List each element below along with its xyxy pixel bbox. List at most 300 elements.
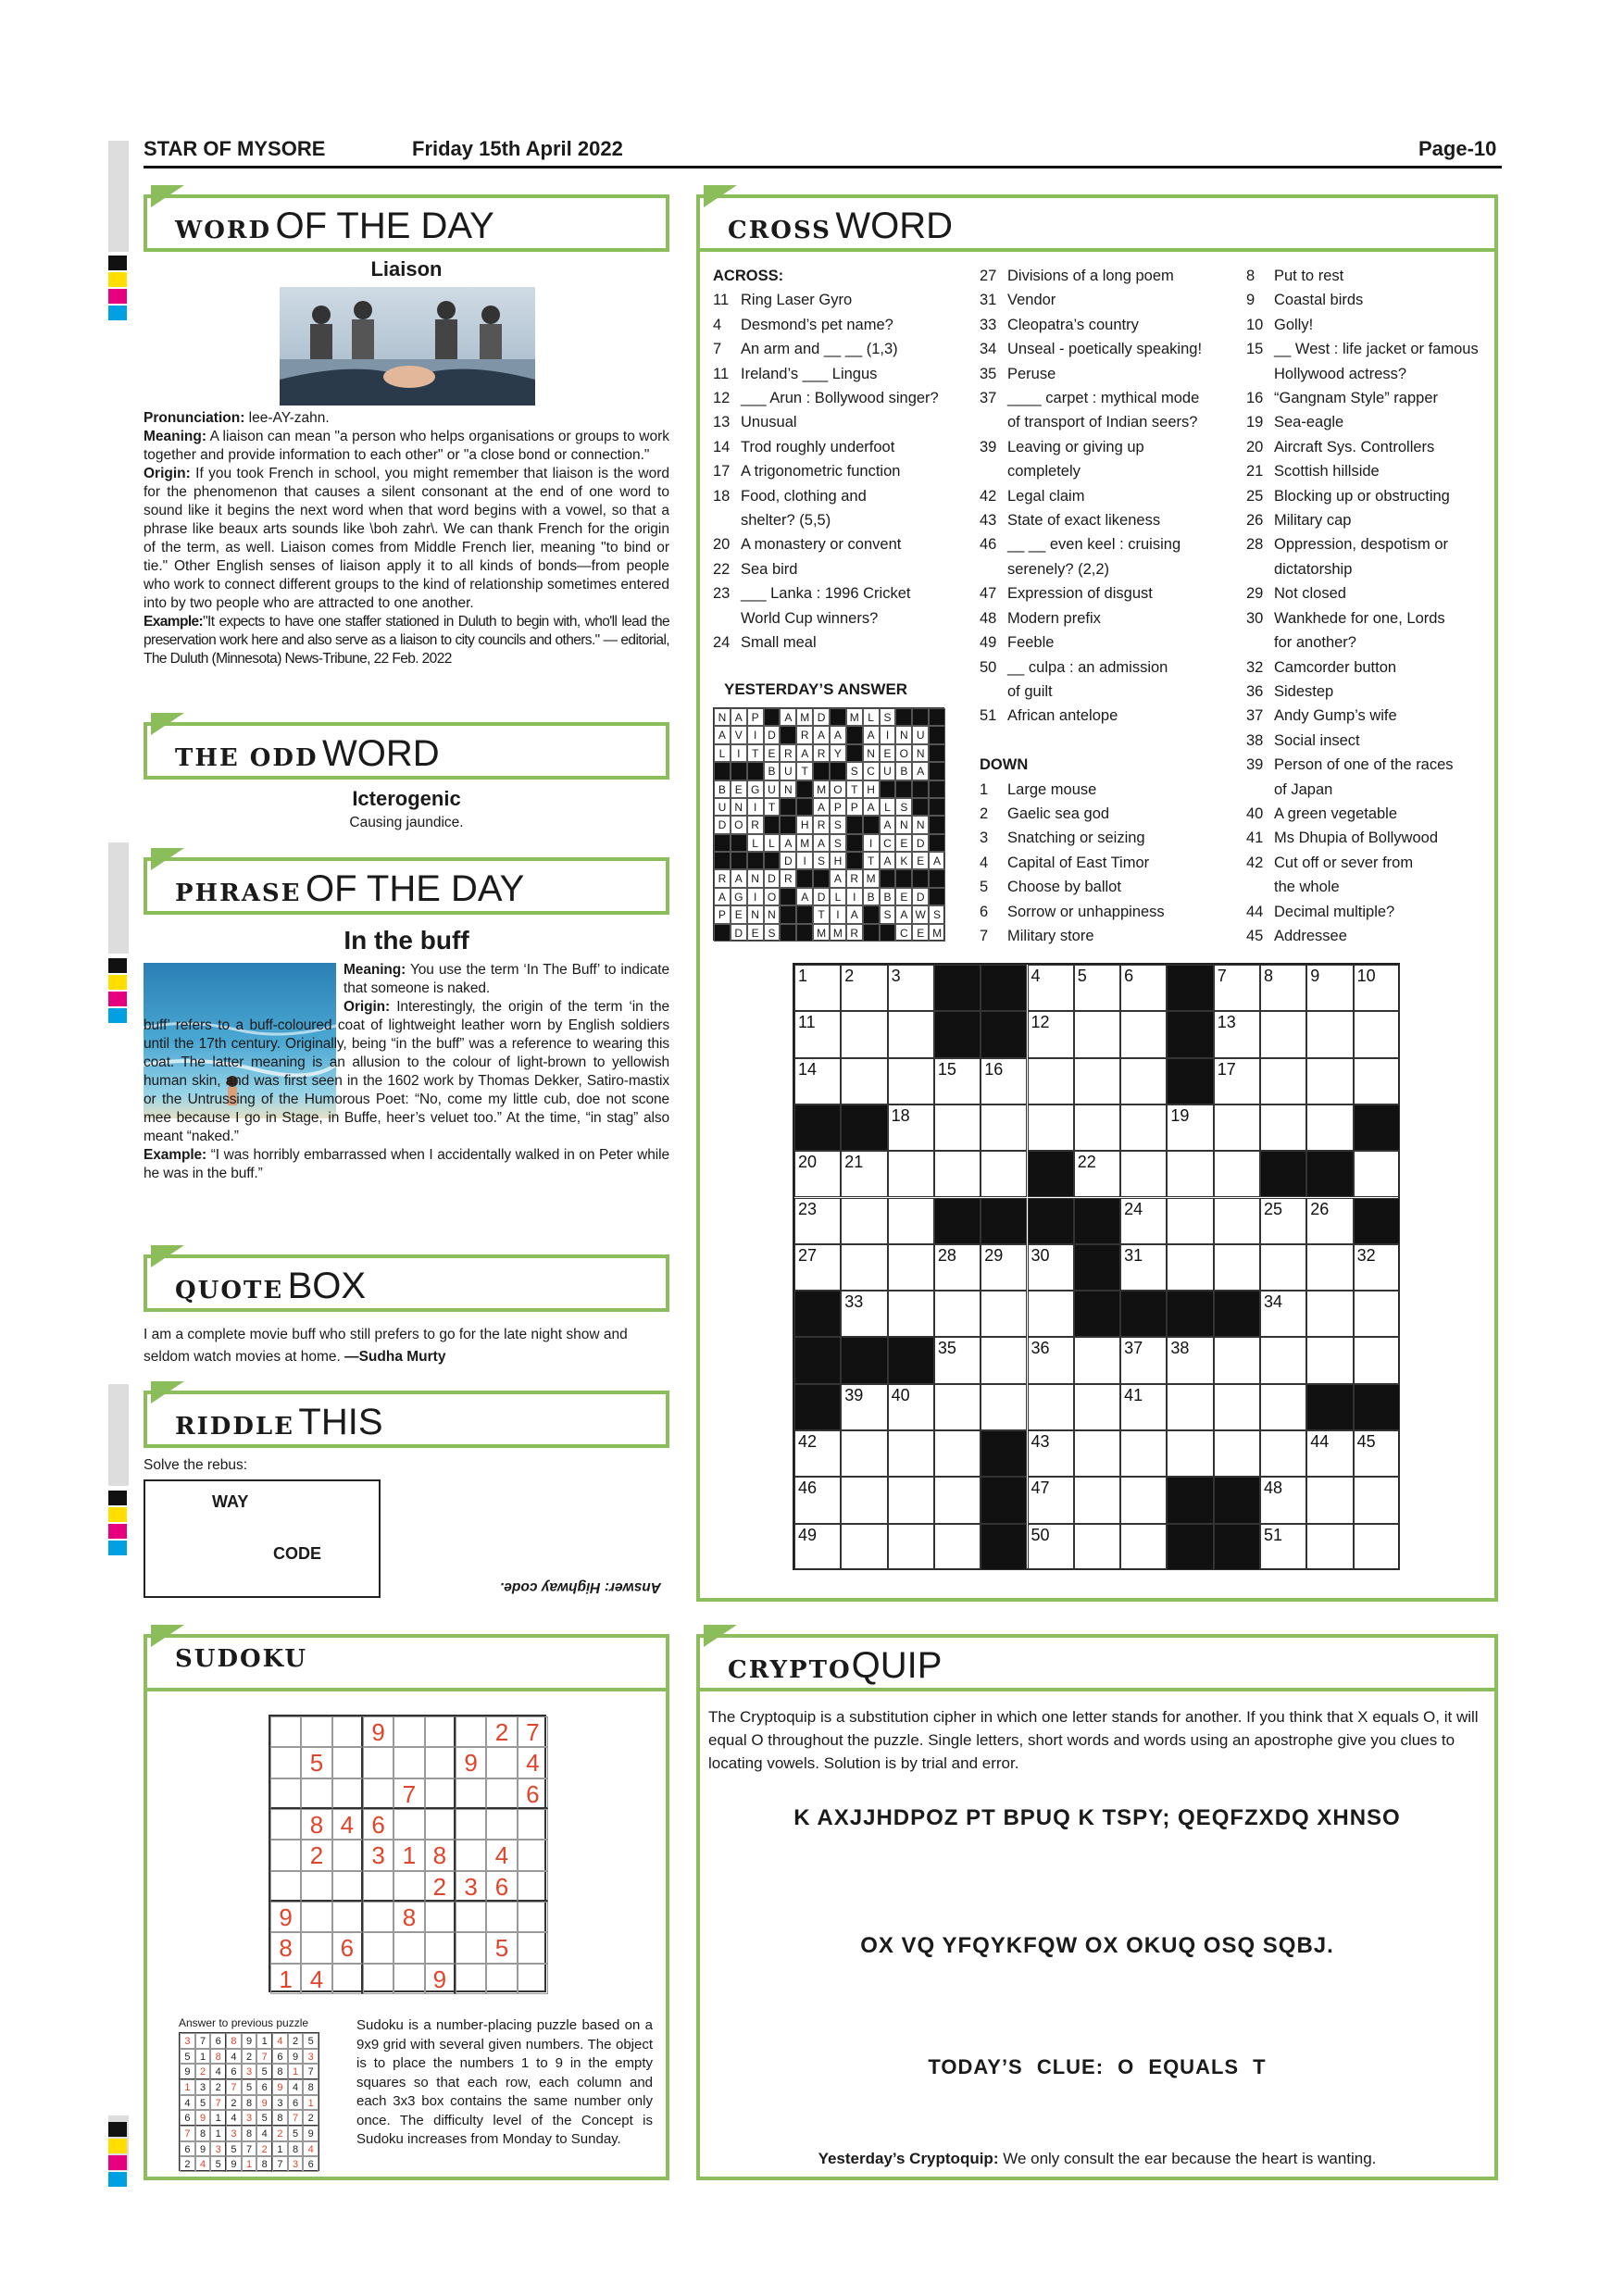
origin-label: Origin: [144, 466, 191, 481]
crossword-cell[interactable] [1074, 1058, 1120, 1104]
crossword-cell[interactable]: 44 [1306, 1430, 1353, 1477]
handshake-photo [280, 287, 535, 406]
sudoku-cell[interactable] [332, 1871, 363, 1902]
crossword-cell[interactable] [1120, 1477, 1167, 1523]
crossword-cell[interactable] [1167, 1151, 1213, 1197]
clue-number [1246, 778, 1274, 802]
sudoku-cell: 5 [301, 1747, 331, 1778]
sudoku-cell[interactable] [363, 1902, 394, 1932]
sudoku-cell[interactable] [301, 1716, 331, 1747]
clue-row [713, 435, 981, 459]
answer-black-cell [880, 869, 896, 887]
header-rule [144, 166, 1502, 168]
crossword-cell[interactable] [981, 1384, 1027, 1430]
crossword-cell[interactable]: 11 [794, 1011, 841, 1057]
sudoku-cell[interactable] [425, 1932, 456, 1963]
clue-number: 20 [713, 536, 731, 554]
previous-sudoku-answer [179, 2032, 319, 2171]
clue-text: Desmond’s pet name? [741, 316, 893, 333]
sudoku-cell[interactable] [363, 1964, 394, 1994]
sudoku-cell[interactable] [518, 1840, 548, 1870]
crossword-cell[interactable]: 1 [794, 965, 841, 1011]
answer-cell: S [929, 905, 945, 923]
sudoku-cell[interactable] [270, 1778, 301, 1809]
sudoku-cell[interactable] [425, 1716, 456, 1747]
crossword-cell[interactable] [1028, 1384, 1074, 1430]
sudoku-cell[interactable] [456, 1716, 486, 1747]
crossword-cell[interactable] [1214, 1151, 1260, 1197]
clue-number: 16 [1246, 390, 1264, 407]
registration-magenta [108, 1524, 127, 1539]
crossword-cell[interactable] [1074, 1524, 1120, 1570]
crossword-cell[interactable]: 43 [1028, 1430, 1074, 1477]
crossword-cell[interactable] [841, 1430, 887, 1477]
crossword-black-cell [1214, 1477, 1260, 1523]
crossword-cell[interactable] [981, 1291, 1027, 1337]
sudoku-cell[interactable] [332, 1964, 363, 1994]
answer-black-cell [780, 924, 796, 942]
sudoku-cell[interactable] [518, 1871, 548, 1902]
sudoku-cell[interactable] [486, 1809, 517, 1840]
clue-row [980, 532, 1248, 556]
answer-cell: N [731, 798, 747, 816]
crossword-cell[interactable]: 28 [934, 1244, 981, 1291]
answer-cell: A [863, 726, 880, 743]
phrase-headline: In the buff [344, 926, 469, 955]
sudoku-cell[interactable] [456, 1902, 486, 1932]
crossword-cell[interactable] [888, 1477, 934, 1523]
sudoku-cell[interactable] [301, 1778, 331, 1809]
crossword-cell[interactable] [888, 1198, 934, 1244]
crossword-cell[interactable] [888, 1244, 934, 1291]
yesterday-cryptoquip [696, 2150, 1498, 2168]
registration-black [108, 958, 127, 973]
crossword-cell[interactable] [1214, 1104, 1260, 1151]
crossword-cell[interactable] [1260, 1384, 1306, 1430]
crossword-cell[interactable] [1306, 1337, 1353, 1383]
crossword-cell[interactable] [841, 1524, 887, 1570]
crossword-cell[interactable]: 33 [841, 1291, 887, 1337]
crossword-cell[interactable]: 26 [1306, 1198, 1353, 1244]
sudoku-cell[interactable] [363, 1932, 394, 1963]
crossword-cell[interactable] [1306, 1011, 1353, 1057]
crossword-cell[interactable] [934, 1430, 981, 1477]
crossword-cell[interactable]: 19 [1167, 1104, 1213, 1151]
answer-black-cell [846, 852, 863, 869]
answer-cell: N [912, 816, 929, 833]
clue-row [713, 362, 981, 386]
previous-answer-cell: 7 [195, 2033, 211, 2049]
crossword-cell[interactable]: 45 [1354, 1430, 1400, 1477]
crossword-cell[interactable]: 47 [1028, 1477, 1074, 1523]
crossword-cell[interactable] [1260, 1430, 1306, 1477]
sudoku-cell[interactable] [394, 1871, 424, 1902]
crossword-cell[interactable]: 35 [934, 1337, 981, 1383]
sudoku-cell[interactable] [518, 1964, 548, 1994]
crossword-cell[interactable]: 29 [981, 1244, 1027, 1291]
sudoku-cell[interactable] [332, 1902, 363, 1932]
clues-col2 [980, 264, 1248, 948]
crossword-cell[interactable] [1074, 1384, 1120, 1430]
quote-author: —Sudha Murty [344, 1349, 446, 1365]
sudoku-cell: 7 [518, 1716, 548, 1747]
crossword-cell[interactable] [1120, 1524, 1167, 1570]
sudoku-grid[interactable] [269, 1715, 546, 1992]
clue-row [713, 288, 981, 312]
answer-cell: N [863, 744, 880, 762]
sudoku-cell[interactable] [518, 1809, 548, 1840]
answer-black-cell [780, 888, 796, 905]
section-title-small: RIDDLE [175, 1413, 294, 1441]
crossword-cell[interactable]: 9 [1306, 965, 1353, 1011]
crossword-cell[interactable] [1354, 1151, 1400, 1197]
sudoku-cell[interactable] [518, 1932, 548, 1963]
crossword-cell[interactable] [1074, 1477, 1120, 1523]
sudoku-cell[interactable] [332, 1747, 363, 1778]
clue-text: Decimal multiple? [1274, 903, 1395, 920]
crossword-cell[interactable] [888, 1430, 934, 1477]
crossword-cell[interactable] [1028, 1058, 1074, 1104]
registration-black [108, 1491, 127, 1505]
answer-black-cell [912, 798, 929, 816]
crossword-cell[interactable] [1354, 1011, 1400, 1057]
section-title-big: THIS [298, 1402, 383, 1442]
crossword-cell[interactable]: 38 [1167, 1337, 1213, 1383]
crossword-black-cell [794, 1104, 841, 1151]
crossword-cell[interactable]: 48 [1260, 1477, 1306, 1523]
previous-answer-cell: 1 [180, 2079, 195, 2095]
crossword-cell[interactable]: 32 [1354, 1244, 1400, 1291]
registration-magenta [108, 992, 127, 1006]
odd-word: Icterogenic [352, 787, 461, 810]
crossword-cell[interactable] [1306, 1244, 1353, 1291]
sudoku-cell[interactable] [425, 1902, 456, 1932]
crossword-black-cell [1354, 1384, 1400, 1430]
previous-answer-cell: 8 [242, 2095, 257, 2111]
clue-number: 11 [713, 292, 730, 309]
clue-row [713, 532, 981, 556]
sudoku-cell[interactable] [456, 1809, 486, 1840]
registration-black [108, 2122, 127, 2137]
answer-black-cell [764, 708, 781, 726]
clue-number: 29 [1246, 585, 1264, 603]
clue-row [980, 655, 1248, 680]
answer-black-cell [796, 905, 813, 923]
answer-cell: A [780, 708, 796, 726]
answer-black-cell [880, 924, 896, 942]
crossword-cell[interactable] [1260, 1058, 1306, 1104]
clue-row [713, 410, 981, 434]
crossword-cell[interactable] [1354, 1524, 1400, 1570]
clue-row [980, 851, 1248, 875]
clue-number: 38 [1246, 731, 1264, 749]
answer-cell: I [747, 726, 764, 743]
answer-black-cell [929, 762, 945, 780]
crossword-cell[interactable]: 14 [794, 1058, 841, 1104]
crossword-cell[interactable] [888, 1524, 934, 1570]
crossword-cell[interactable] [1214, 1430, 1260, 1477]
crossword-cell[interactable] [934, 1477, 981, 1523]
crossword-cell[interactable] [1120, 1058, 1167, 1104]
answer-cell: Y [830, 744, 846, 762]
sudoku-cell[interactable] [456, 1932, 486, 1963]
crossword-cell[interactable] [1120, 1011, 1167, 1057]
crossword-cell[interactable] [1074, 1011, 1120, 1057]
previous-answer-cell: 7 [272, 2156, 288, 2172]
crossword-cell[interactable] [888, 1058, 934, 1104]
clue-row [980, 900, 1248, 924]
crossword-cell[interactable] [1028, 1104, 1074, 1151]
crossword-cell[interactable]: 51 [1260, 1524, 1306, 1570]
sudoku-cell[interactable] [332, 1716, 363, 1747]
crossword-cell[interactable]: 34 [1260, 1291, 1306, 1337]
sudoku-cell[interactable] [486, 1964, 517, 1994]
clue-text: A green vegetable [1274, 805, 1398, 822]
clue-number: 2 [980, 805, 989, 822]
crossword-cell[interactable] [841, 1477, 887, 1523]
clue-text: Feeble [1007, 634, 1055, 652]
previous-answer-cell: 4 [195, 2156, 211, 2172]
previous-answer-cell: 1 [288, 2064, 304, 2079]
crossword-cell[interactable]: 5 [1074, 965, 1120, 1011]
flag-icon [151, 1625, 184, 1647]
answer-cell: A [780, 834, 796, 852]
answer-cell: E [912, 852, 929, 869]
crossword-cell[interactable] [1214, 1384, 1260, 1430]
answer-cell: I [747, 798, 764, 816]
crossword-cell[interactable] [1306, 1058, 1353, 1104]
crossword-cell[interactable] [1354, 1058, 1400, 1104]
clue-number: 5 [980, 879, 989, 896]
answer-cell: N [895, 816, 912, 833]
sudoku-cell[interactable] [425, 1747, 456, 1778]
crossword-cell[interactable] [934, 1151, 981, 1197]
sudoku-cell[interactable] [363, 1871, 394, 1902]
sudoku-cell[interactable] [394, 1747, 424, 1778]
crossword-cell[interactable]: 7 [1214, 965, 1260, 1011]
answer-cell: M [813, 780, 830, 798]
answer-cell: S [830, 834, 846, 852]
answer-cell: N [714, 708, 731, 726]
answer-black-cell [880, 780, 896, 798]
sudoku-cell[interactable] [394, 1809, 424, 1840]
flag-icon [151, 1245, 184, 1267]
crossword-cell[interactable]: 4 [1028, 965, 1074, 1011]
crossword-cell[interactable]: 18 [888, 1104, 934, 1151]
crossword-cell[interactable] [1120, 1151, 1167, 1197]
sudoku-cell[interactable] [301, 1932, 331, 1963]
crossword-cell[interactable]: 21 [841, 1151, 887, 1197]
sudoku-cell[interactable] [394, 1932, 424, 1963]
crossword-cell[interactable] [981, 1337, 1027, 1383]
crossword-cell[interactable] [1074, 1430, 1120, 1477]
crossword-cell[interactable]: 2 [841, 965, 887, 1011]
example-text: "It expects to have one staffer stationed in Duluth to begin with, who'll lead the preservation work here and also serve as a liaison to city councils and others." — editorial, The Duluth (Minnesota) News-Tribune, 22 Feb. 2022 [144, 614, 669, 667]
previous-answer-cell: 5 [303, 2033, 319, 2049]
clue-row [980, 508, 1248, 532]
sudoku-cell[interactable] [363, 1778, 394, 1809]
clue-text: Expression of disgust [1007, 585, 1153, 603]
crossword-cell[interactable] [1260, 1337, 1306, 1383]
image-wrap-spacer [144, 963, 344, 1118]
crossword-cell[interactable] [888, 1291, 934, 1337]
answer-cell: E [895, 888, 912, 905]
crossword-cell[interactable] [841, 1058, 887, 1104]
sudoku-cell[interactable] [270, 1871, 301, 1902]
crossword-cell[interactable] [1214, 1337, 1260, 1383]
crossword-cell[interactable]: 39 [841, 1384, 887, 1430]
crossword-cell[interactable] [1260, 1244, 1306, 1291]
crossword-cell[interactable]: 42 [794, 1430, 841, 1477]
crossword-cell[interactable] [981, 1104, 1027, 1151]
crossword-cell[interactable] [841, 1244, 887, 1291]
sudoku-cell[interactable] [394, 1716, 424, 1747]
crossword-cell[interactable] [1306, 1291, 1353, 1337]
crossword-cell[interactable]: 30 [1028, 1244, 1074, 1291]
crossword-cell[interactable] [934, 1384, 981, 1430]
answer-black-cell [731, 834, 747, 852]
crossword-cell[interactable]: 49 [794, 1524, 841, 1570]
crossword-cell[interactable] [1306, 1477, 1353, 1523]
answer-cell: N [747, 905, 764, 923]
origin-text: If you took French in school, you might remember that liaison is the word for the phenomenon that causes a silent consonant at the end of one word to sound like it begins the next word when that word begins with a vowel, so that a phrase like beaux arts sounds like \boh zahr\. We can thank French for the origin of the term, as well. Liaison comes from Middle French lier, meaning "to bind or tie." Other English senses of liaison apply it to all kinds of bonds—from people who work to connect different groups to the kind of relationship sometimes entered into by two people who are attracted to one another. [144, 466, 669, 611]
answer-cell: B [764, 762, 781, 780]
sudoku-cell[interactable] [394, 1964, 424, 1994]
answer-black-cell [912, 780, 929, 798]
crossword-black-cell [981, 965, 1027, 1011]
previous-answer-cell: 3 [210, 2141, 226, 2157]
crossword-cell[interactable] [1074, 1337, 1120, 1383]
crossword-cell[interactable] [1306, 1524, 1353, 1570]
answer-black-cell [863, 924, 880, 942]
crossword-cell[interactable]: 3 [888, 965, 934, 1011]
crossword-cell[interactable] [1260, 1104, 1306, 1151]
crossword-cell[interactable]: 31 [1120, 1244, 1167, 1291]
crossword-cell[interactable] [1354, 1337, 1400, 1383]
crossword-cell[interactable]: 15 [934, 1058, 981, 1104]
previous-answer-cell: 7 [226, 2079, 242, 2095]
registration-magenta [108, 289, 127, 304]
crossword-cell[interactable]: 20 [794, 1151, 841, 1197]
answer-cell: C [880, 834, 896, 852]
sudoku-cell[interactable] [270, 1840, 301, 1870]
crossword-cell[interactable] [841, 1011, 887, 1057]
crossword-cell[interactable] [1167, 1430, 1213, 1477]
sudoku-cell[interactable] [363, 1747, 394, 1778]
down-clues-col3 [1246, 264, 1496, 948]
crossword-cell[interactable] [841, 1198, 887, 1244]
answer-cell: A [929, 852, 945, 869]
clue-row [713, 337, 981, 361]
crossword-cell[interactable]: 36 [1028, 1337, 1074, 1383]
crossword-cell[interactable] [1354, 1477, 1400, 1523]
crossword-cell[interactable] [981, 1151, 1027, 1197]
clue-row [1246, 337, 1496, 361]
sudoku-cell[interactable] [301, 1902, 331, 1932]
crossword-cell[interactable] [888, 1151, 934, 1197]
sudoku-cell[interactable] [486, 1778, 517, 1809]
crossword-cell[interactable]: 25 [1260, 1198, 1306, 1244]
clue-row [1246, 826, 1496, 850]
sudoku-cell[interactable] [301, 1871, 331, 1902]
sudoku-cell[interactable] [425, 1778, 456, 1809]
sudoku-cell[interactable] [518, 1902, 548, 1932]
crossword-cell[interactable]: 17 [1214, 1058, 1260, 1104]
sudoku-cell[interactable] [456, 1840, 486, 1870]
crossword-cell[interactable] [1120, 1430, 1167, 1477]
crossword-cell[interactable]: 37 [1120, 1337, 1167, 1383]
answer-black-cell [929, 888, 945, 905]
clue-text: Put to rest [1274, 268, 1344, 284]
crossword-cell[interactable]: 40 [888, 1384, 934, 1430]
sudoku-cell[interactable] [486, 1747, 517, 1778]
sudoku-cell[interactable] [486, 1902, 517, 1932]
crossword-cell[interactable] [1074, 1104, 1120, 1151]
clue-text: the whole [1274, 879, 1340, 896]
crossword-cell[interactable] [1167, 1244, 1213, 1291]
answer-cell: O [895, 744, 912, 762]
crossword-cell[interactable] [934, 1291, 981, 1337]
crossword-cell[interactable] [934, 1104, 981, 1151]
crossword-cell[interactable]: 22 [1074, 1151, 1120, 1197]
crossword-cell[interactable]: 46 [794, 1477, 841, 1523]
previous-answer-cell: 2 [272, 2126, 288, 2141]
crossword-cell[interactable]: 24 [1120, 1198, 1167, 1244]
crossword-cell[interactable]: 27 [794, 1244, 841, 1291]
sudoku-cell[interactable] [270, 1716, 301, 1747]
clue-text: dictatorship [1274, 560, 1353, 578]
clue-row [980, 581, 1248, 605]
sudoku-cell[interactable] [332, 1778, 363, 1809]
crossword-cell[interactable] [1028, 1291, 1074, 1337]
answer-cell: G [731, 888, 747, 905]
crossword-cell[interactable] [1214, 1198, 1260, 1244]
crossword-cell[interactable] [1120, 1104, 1167, 1151]
crossword-cell[interactable] [888, 1011, 934, 1057]
answer-cell: D [912, 834, 929, 852]
sudoku-cell[interactable] [270, 1809, 301, 1840]
clue-row [713, 630, 981, 655]
clue-row [1246, 362, 1496, 386]
crossword-cell[interactable] [1214, 1244, 1260, 1291]
crossword-cell[interactable]: 10 [1354, 965, 1400, 1011]
crossword-cell[interactable]: 6 [1120, 965, 1167, 1011]
sudoku-cell: 9 [270, 1902, 301, 1932]
crossword-cell[interactable] [1306, 1104, 1353, 1151]
crossword-cell[interactable] [1167, 1198, 1213, 1244]
sudoku-cell[interactable] [270, 1747, 301, 1778]
crossword-cell[interactable]: 41 [1120, 1384, 1167, 1430]
previous-answer-cell: 7 [288, 2110, 304, 2126]
sudoku-cell[interactable] [332, 1840, 363, 1870]
crossword-cell[interactable]: 23 [794, 1198, 841, 1244]
crossword-black-cell [1354, 1198, 1400, 1244]
todays-clue: TODAY’S CLUE: O EQUALS T [928, 2055, 1267, 2078]
crossword-cell[interactable]: 50 [1028, 1524, 1074, 1570]
sudoku-cell[interactable] [456, 1778, 486, 1809]
crossword-cell[interactable]: 8 [1260, 965, 1306, 1011]
crossword-cell[interactable] [1260, 1011, 1306, 1057]
sudoku-cell[interactable] [456, 1964, 486, 1994]
crossword-cell[interactable] [1354, 1291, 1400, 1337]
previous-answer-cell: 2 [288, 2033, 304, 2049]
sudoku-cell[interactable] [425, 1809, 456, 1840]
crossword-cell[interactable]: 12 [1028, 1011, 1074, 1057]
crossword-cell[interactable] [1167, 1384, 1213, 1430]
crossword-cell[interactable]: 13 [1214, 1011, 1260, 1057]
crossword-cell[interactable] [934, 1524, 981, 1570]
crossword-cell[interactable]: 16 [981, 1058, 1027, 1104]
